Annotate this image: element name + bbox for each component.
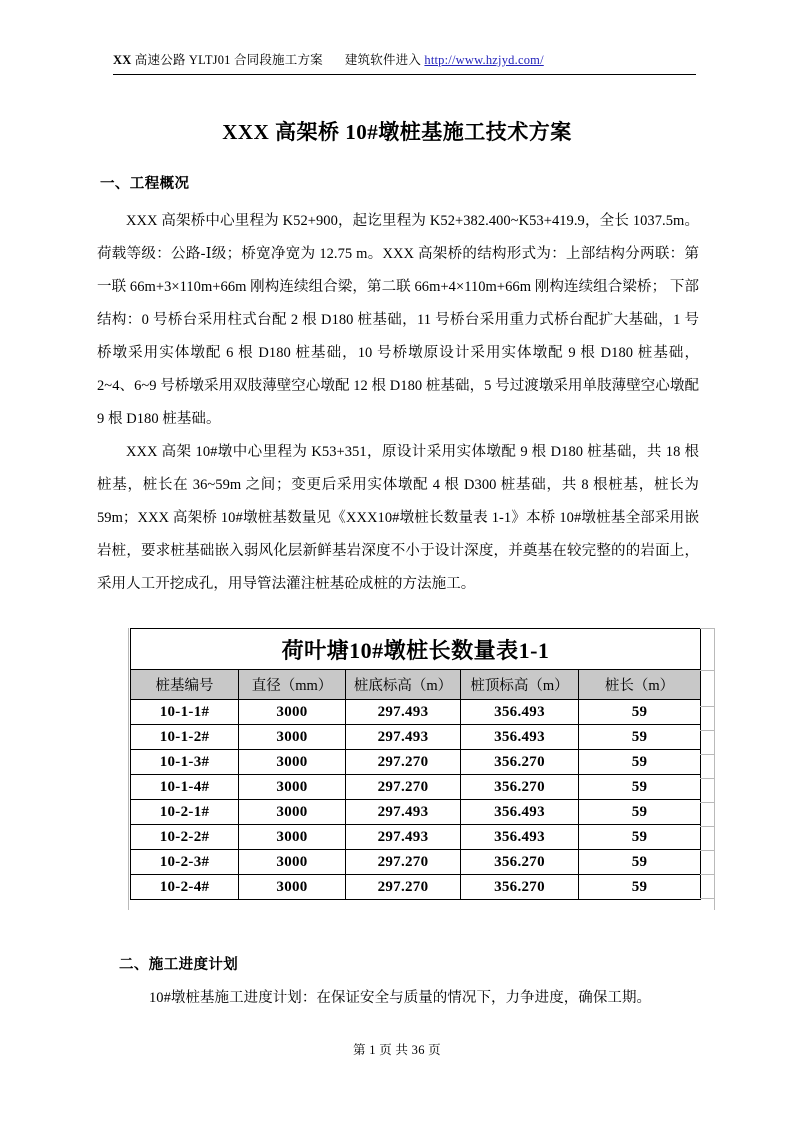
header-contract-text: 高速公路 YLTJ01 合同段施工方案 bbox=[131, 53, 323, 67]
ghost-rule-d bbox=[700, 754, 714, 755]
ghost-rule-i bbox=[700, 874, 714, 875]
cell-diameter: 3000 bbox=[239, 775, 346, 800]
ghost-rule-e bbox=[700, 778, 714, 779]
cell-pile-length: 59 bbox=[579, 725, 701, 750]
cell-top-elevation: 356.493 bbox=[461, 725, 579, 750]
cell-diameter: 3000 bbox=[239, 800, 346, 825]
table-row bbox=[131, 725, 701, 750]
cell-diameter: 3000 bbox=[239, 725, 346, 750]
table-row bbox=[131, 850, 701, 875]
column-header-pile-length: 桩长（m） bbox=[579, 670, 701, 700]
table-row bbox=[131, 825, 701, 850]
cell-pile-id: 10-1-3# bbox=[131, 750, 239, 775]
cell-pile-length: 59 bbox=[579, 775, 701, 800]
running-header bbox=[113, 52, 696, 68]
page-footer: 第 1 页 共 36 页 bbox=[353, 1043, 441, 1057]
cell-pile-id: 10-2-1# bbox=[131, 800, 239, 825]
cell-pile-id: 10-2-4# bbox=[131, 875, 239, 900]
cell-bottom-elevation: 297.493 bbox=[346, 825, 461, 850]
ghost-rule-g bbox=[700, 826, 714, 827]
cell-top-elevation: 356.270 bbox=[461, 775, 579, 800]
cell-top-elevation: 356.493 bbox=[461, 800, 579, 825]
cell-bottom-elevation: 297.270 bbox=[346, 750, 461, 775]
document-body bbox=[97, 172, 699, 601]
cell-pile-length: 59 bbox=[579, 800, 701, 825]
cell-top-elevation: 356.270 bbox=[461, 750, 579, 775]
cell-top-elevation: 356.270 bbox=[461, 850, 579, 875]
table-row bbox=[131, 800, 701, 825]
cell-top-elevation: 356.493 bbox=[461, 825, 579, 850]
header-url-link[interactable]: http://www.hzjyd.com/ bbox=[424, 53, 544, 67]
ghost-rule-b bbox=[700, 706, 714, 707]
cell-bottom-elevation: 297.270 bbox=[346, 850, 461, 875]
header-prefix-bold: XX bbox=[113, 53, 132, 67]
column-header-diameter: 直径（mm） bbox=[239, 670, 346, 700]
cell-pile-length: 59 bbox=[579, 875, 701, 900]
cell-diameter: 3000 bbox=[239, 850, 346, 875]
ghost-rule-a bbox=[700, 670, 714, 671]
table-header-row bbox=[131, 670, 701, 700]
cell-bottom-elevation: 297.493 bbox=[346, 725, 461, 750]
pile-table-body bbox=[131, 629, 701, 900]
ghost-rule-top bbox=[700, 628, 714, 629]
table-row bbox=[131, 775, 701, 800]
page-title: XXX 高架桥 10#墩桩基施工技术方案 bbox=[222, 120, 572, 144]
column-header-bottom-elevation: 桩底标高（m） bbox=[346, 670, 461, 700]
header-mid-text: 建筑软件进入 bbox=[344, 53, 422, 67]
column-header-top-elevation: 桩顶标高（m） bbox=[461, 670, 579, 700]
column-header-pile-id: 桩基编号 bbox=[131, 670, 239, 700]
cell-bottom-elevation: 297.270 bbox=[346, 775, 461, 800]
paragraph-2-1: 10#墩桩基施工进度计划：在保证安全与质量的情况下，力争进度，确保工期。 bbox=[149, 990, 652, 1006]
paragraph-1-1: XXX 高架桥中心里程为 K52+900，起讫里程为 K52+382.400~K53+419.9，全长 1037.5m。荷载等级：公路-Ⅰ级；桥宽净宽为 12.75 m。XXX 高架桥的结构形式为：上部结构分两联：第一联 66m+3×110m+66m 刚构连续组合梁，第二联 66m+4×110m+66m 刚构连续组合梁桥； 下部结构：0 号桥台采用柱式台配 2 根 D180 桩基础，11 号桥台采用重力式桥台配扩大基础，1 号桥墩采用实体墩配 6 根 D180 桩基础，10 号桥墩原设计采用实体墩配 9 根 D180 桩基础， 2~4、6~9 号桥墩采用双肢薄壁空心墩配 12 根 D180 桩基础，5 号过渡墩采用单肢薄壁空心墩配 9 根 D180 桩基础。 bbox=[97, 213, 699, 427]
table-row bbox=[131, 750, 701, 775]
ghost-rule-vertical-right bbox=[714, 628, 715, 910]
paragraph-1-2: XXX 高架 10#墩中心里程为 K53+351，原设计采用实体墩配 9 根 D180 桩基础，共 18 根桩基，桩长在 36~59m 之间；变更后采用实体墩配 4 根 D300 桩基础，共 8 根桩基，桩长为 59m；XXX 高架桥 10#墩桩基数量见《XXX10#墩桩长数量表 1-1》本桥 10#墩桩基全部采用嵌岩桩，要求桩基础嵌入弱风化层新鲜基岩深度不小于设计深度，并奠基在较完整的的岩面上，采用人工开挖成孔，用导管法灌注桩基砼成桩的方法施工。 bbox=[97, 444, 699, 592]
section-heading-1: 一、工程概况 bbox=[100, 176, 190, 192]
ghost-rule-vertical-left bbox=[128, 628, 129, 910]
pile-length-table-wrapper bbox=[130, 628, 700, 900]
ghost-rule-f bbox=[700, 802, 714, 803]
cell-top-elevation: 356.493 bbox=[461, 700, 579, 725]
cell-bottom-elevation: 297.493 bbox=[346, 800, 461, 825]
cell-bottom-elevation: 297.493 bbox=[346, 700, 461, 725]
cell-bottom-elevation: 297.270 bbox=[346, 875, 461, 900]
cell-pile-id: 10-2-3# bbox=[131, 850, 239, 875]
cell-pile-id: 10-2-2# bbox=[131, 825, 239, 850]
table-row bbox=[131, 700, 701, 725]
cell-pile-length: 59 bbox=[579, 750, 701, 775]
ghost-rule-c bbox=[700, 730, 714, 731]
ghost-rule-h bbox=[700, 850, 714, 851]
cell-top-elevation: 356.270 bbox=[461, 875, 579, 900]
cell-pile-length: 59 bbox=[579, 825, 701, 850]
cell-pile-length: 59 bbox=[579, 850, 701, 875]
cell-diameter: 3000 bbox=[239, 875, 346, 900]
section-2-block bbox=[97, 953, 699, 1015]
cell-pile-id: 10-1-4# bbox=[131, 775, 239, 800]
cell-pile-length: 59 bbox=[579, 700, 701, 725]
table-caption: 荷叶塘10#墩桩长数量表1-1 bbox=[131, 629, 701, 670]
cell-diameter: 3000 bbox=[239, 825, 346, 850]
table-row bbox=[131, 875, 701, 900]
cell-pile-id: 10-1-2# bbox=[131, 725, 239, 750]
cell-pile-id: 10-1-1# bbox=[131, 700, 239, 725]
cell-diameter: 3000 bbox=[239, 750, 346, 775]
pile-length-table bbox=[130, 628, 701, 900]
ghost-rule-j bbox=[700, 898, 714, 899]
header-divider-rule bbox=[113, 74, 696, 75]
header-text-line bbox=[113, 52, 696, 68]
section-heading-2: 二、施工进度计划 bbox=[119, 957, 239, 973]
table-title-row bbox=[131, 629, 701, 670]
cell-diameter: 3000 bbox=[239, 700, 346, 725]
